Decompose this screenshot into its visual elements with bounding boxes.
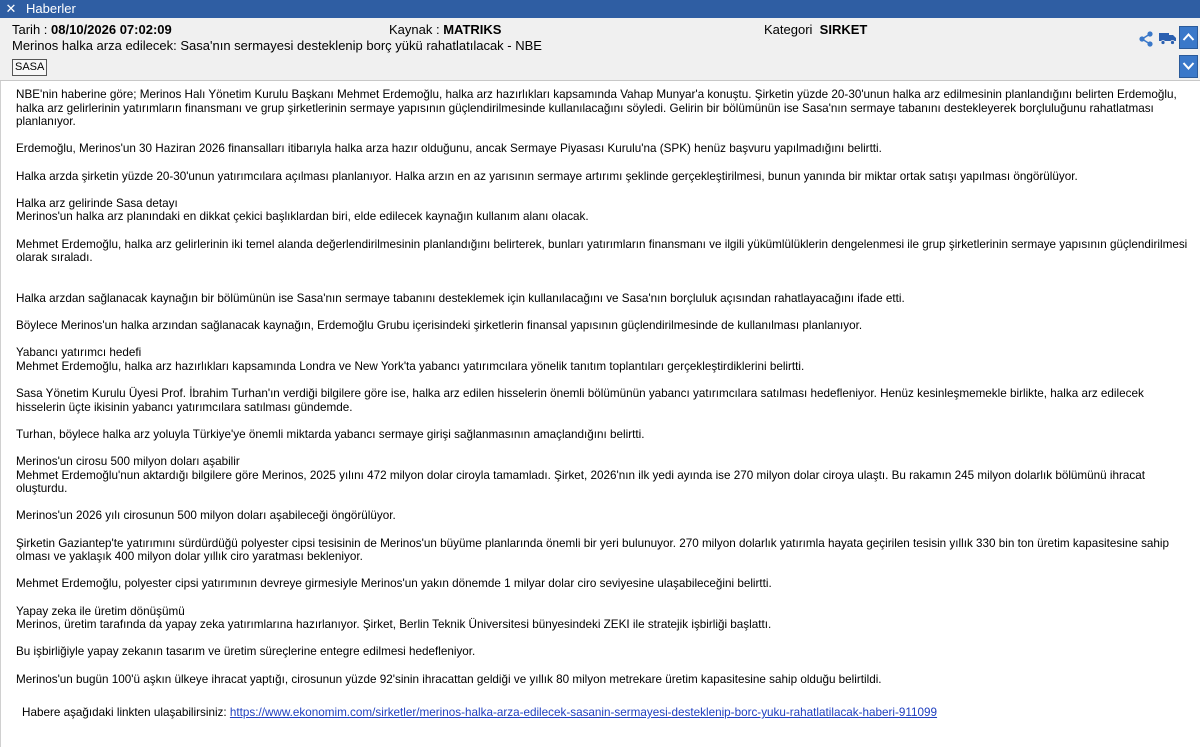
truck-icon[interactable] (1159, 31, 1177, 45)
paragraph: Mehmet Erdemoğlu, halka arz gelirlerinin iki temel alanda değerlendirilmesinin planlandığını belirterek, bunları yatırımların finansmanı ve ilgili yükümlülüklerin dengelenmesi ile grup şirketlerinin sermaye yapısının güçlendirilmesi olarak sıraladı. (16, 237, 1188, 265)
section-heading: Halka arz gelirinde Sasa detayı (16, 196, 178, 210)
paragraph: Merinos, üretim tarafında da yapay zeka yatırımlarına hazırlanıyor. Şirket, Berlin Teknik Üniversitesi bünyesindeki ZEKI ile stratejik işbirliği başlattı. (16, 618, 772, 632)
date-field (12, 22, 172, 37)
section-heading: Merinos'un cirosu 500 milyon doları aşabilir (16, 455, 240, 469)
symbol-tag[interactable]: SASA (12, 59, 47, 76)
date-value: 08/10/2026 07:02:09 (51, 22, 172, 37)
paragraph: Turhan, böylece halka arz yoluyla Türkiye'ye önemli miktarda yabancı sermaye girişi sağlanmasının amaçlandığını belirtti. (16, 427, 645, 441)
chevron-down-icon (1182, 61, 1195, 71)
paragraph: Mehmet Erdemoğlu, polyester cipsi yatırımının devreye girmesiyle Merinos'un yakın dönemde 1 milyar dolar ciro seviyesine ulaşabileceğini belirtti. (16, 577, 772, 591)
news-body (0, 81, 1200, 747)
paragraph: Halka arzdan sağlanacak kaynağın bir bölümünün ise Sasa'nın sermaye tabanını desteklemek için kullanılacağını ve Sasa'nın borçluluk açısından rahatlayacağını ifade etti. (16, 291, 905, 305)
category-value: SIRKET (819, 22, 868, 37)
paragraph: Merinos'un bugün 100'ü aşkın ülkeye ihracat yaptığı, cirosunun yüzde 92'sinin ihracattan geldiği ve yıllık 80 milyon metrekare üretim kapasitesine sahip olduğu belirtildi. (16, 672, 882, 686)
source-field (389, 22, 501, 37)
paragraph: Böylece Merinos'un halka arzından sağlanacak kaynağın, Erdemoğlu Grubu içerisindeki şirketlerin finansal yapısının güçlendirilmesinde de kullanılması planlanıyor. (16, 319, 863, 333)
source-link[interactable]: https://www.ekonomim.com/sirketler/merinos-halka-arza-edilecek-sasanin-sermayesi-desteklenip-borc-yuku-rahatlatilacak-haberi-911099 (229, 706, 938, 719)
article-text (16, 88, 1188, 686)
source-link-label: Habere aşağıdaki linkten ulaşabilirsiniz: (22, 706, 227, 719)
paragraph: Sasa Yönetim Kurulu Üyesi Prof. İbrahim Turhan'ın verdiği bilgilere göre ise, halka arz edilen hisselerin önemli bölümünün yabancı yatırımcılara satılması hedefleniyor. Henüz kesinleşmemekle birlikte, halka arz edilecek hisselerin üçte ikisinin yabancı yatırımcılara satılması gündemde. (16, 387, 1144, 414)
paragraph: Merinos'un halka arz planındaki en dikkat çekici başlıklardan biri, elde edilecek kaynağın kullanım alanı olacak. (16, 210, 589, 224)
paragraph: Şirketin Gaziantep'te yatırımını sürdürdüğü polyester cipsi tesisinin de Merinos'un büyüme planlarında önemli bir yeri bulunuyor. 270 milyon dolarlık yatırımla hayata geçirilen tesisin yıllık 330 bin ton üretim kapasitesine sahip olması ve yaklaşık 400 milyon dolar yıllık ciro yaratması bekleniyor. (16, 536, 1170, 564)
chevron-up-icon (1182, 32, 1195, 42)
paragraph: Halka arzda şirketin yüzde 20-30'unun yatırımcılara açılması planlanıyor. Halka arzın en az yarısının sermaye artırımı şeklinde gerçekleştirilmesi, bunun yanında bir miktar ortak satışı yapılması öngörülüyor. (16, 169, 1078, 183)
scroll-down-button[interactable] (1179, 55, 1198, 78)
paragraph: Merinos'un 2026 yılı cirosunun 500 milyon doları aşabileceği öngörülüyor. (16, 509, 396, 523)
window-title: Haberler (26, 1, 76, 16)
paragraph: Mehmet Erdemoğlu, halka arz hazırlıkları kapsamında Londra ve New York'ta yabancı yatırımcılara yönelik tanıtım toplantıları gerçekleştirdiklerini belirtti. (16, 359, 805, 373)
close-icon[interactable]: ✕ (5, 1, 17, 16)
scroll-up-button[interactable] (1179, 26, 1198, 49)
section-heading: Yabancı yatırımcı hedefi (16, 346, 142, 360)
section-heading: Yapay zeka ile üretim dönüşümü (16, 604, 185, 618)
share-icon[interactable] (1137, 30, 1155, 48)
category-field (764, 22, 867, 37)
news-headline: Merinos halka arza edilecek: Sasa'nın sermayesi desteklenip borç yükü rahatlatılacak - NBE (12, 38, 542, 53)
window-titlebar (0, 0, 1200, 18)
paragraph: Mehmet Erdemoğlu'nun aktardığı bilgilere göre Merinos, 2025 yılını 472 milyon dolar ciroyla tamamladı. Şirket, 2026'nın ilk yedi ayında ise 270 milyon dolar ciroya ulaştı. Bu rakamın 245 milyon dolarlık bölümünü ihracat oluşturdu. (16, 468, 1145, 496)
category-label: Kategori (764, 22, 813, 37)
date-label: Tarih : (12, 22, 48, 37)
source-value: MATRIKS (443, 22, 502, 37)
news-header (0, 18, 1200, 81)
source-label: Kaynak : (389, 22, 440, 37)
paragraph: Erdemoğlu, Merinos'un 30 Haziran 2026 finansalları itibarıyla halka arza hazır olduğunu, ancak Sermaye Piyasası Kurulu'na (SPK) henüz başvuru yapılmadığını belirtti. (16, 142, 882, 156)
source-link-line (22, 706, 937, 719)
paragraph: Bu işbirliğiyle yapay zekanın tasarım ve üretim süreçlerine entegre edilmesi hedefleniyor. (16, 645, 476, 659)
paragraph: NBE'nin haberine göre; Merinos Halı Yönetim Kurulu Başkanı Mehmet Erdemoğlu, halka arz hazırlıkları kapsamında Vahap Munyar'a konuştu. Şirketin yüzde 20-30'unun halka arz edilmesinin planlandığını belirten Erdemoğlu, halka arz gelirlerinin yatırımların finansmanı ve grup şirketlerinin sermaye yapısının güçlendirilmesinde kullanılacağını söyledi. Gelirin bir bölümünün ise Sasa'nın sermaye tabanını destekleyerek borçluluğunu rahatlatması planlanıyor. (16, 88, 1177, 129)
